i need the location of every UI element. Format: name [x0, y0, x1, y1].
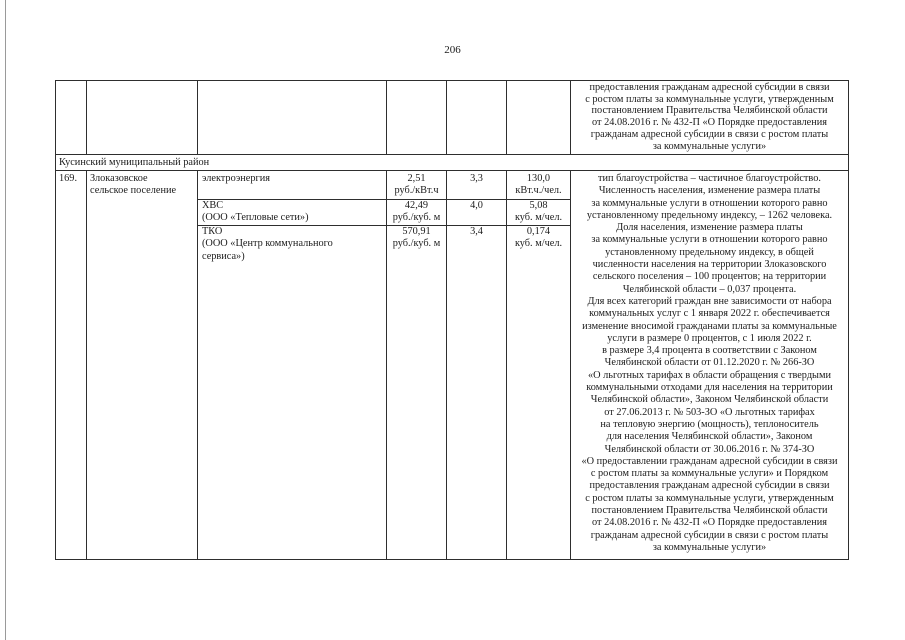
cell-settlement-empty: [87, 81, 198, 155]
service-name-line: сервиса»): [202, 250, 245, 262]
tariff-table: [55, 80, 849, 560]
description-line: установленному предельному индексу, – 1262 человека.: [586, 209, 833, 221]
tariff-unit: руб./куб. м: [392, 238, 441, 250]
description-line: сельского поселения – 100 процентов; на территории: [592, 271, 827, 283]
cell-volume: [507, 226, 571, 560]
description-line: для населения Челябинской области», Законом: [606, 431, 813, 443]
description-line: за коммунальные услуги»: [652, 140, 767, 152]
entry-number: 169.: [59, 173, 78, 184]
tariff-unit: руб./куб. м: [392, 211, 441, 223]
cell-entry-number: [56, 171, 87, 560]
description-line: Для всех категорий граждан вне зависимости от набора: [587, 295, 832, 307]
description-line: предоставления гражданам адресной субсидии в связи: [589, 480, 830, 492]
cell-number-empty: [56, 81, 87, 155]
cell-tariff: [387, 171, 447, 200]
volume-value: 5,08: [529, 200, 548, 211]
cell-index-empty: [447, 81, 507, 155]
description-line: тип благоустройства – частичное благоустройство.: [598, 173, 821, 184]
description-line: с ростом платы за коммунальные услуги, утвержденным: [585, 492, 834, 504]
description-line: за коммунальные услуги»: [652, 541, 767, 553]
cell-settlement: [87, 171, 198, 560]
district-heading: [56, 155, 849, 171]
cell-tariff: [387, 226, 447, 560]
description-line: гражданам адресной субсидии в связи с ростом платы: [590, 128, 829, 140]
tariff-value: 2,51: [407, 173, 426, 184]
description-line: установленному предельному индексу, в общей: [605, 246, 814, 258]
table-row-continuation: [56, 81, 849, 155]
volume-unit: куб. м/чел.: [514, 238, 563, 250]
service-name-line: (ООО «Тепловые сети»): [202, 211, 309, 223]
description-line: Челябинской области», Законом Челябинской области: [590, 394, 829, 406]
cell-volume: [507, 171, 571, 200]
volume-unit: куб. м/чел.: [514, 211, 563, 223]
description-line: изменение вносимой гражданами платы за коммунальные: [582, 320, 837, 332]
description-line: Челябинской области от 30.06.2016 г. № 374-ЗО: [604, 443, 815, 455]
description-line: от 27.06.2013 г. № 503-ЗО «О льготных тарифах: [604, 406, 815, 418]
index-value: 3,4: [470, 226, 483, 237]
settlement-name-line: Злоказовское: [90, 173, 148, 184]
description-line: постановлением Правительства Челябинской области: [591, 505, 828, 517]
settlement-name-line: сельское поселение: [90, 184, 177, 196]
description-line: гражданам адресной субсидии в связи с ростом платы: [590, 529, 829, 541]
cell-service-name: [198, 200, 387, 226]
cell-index: [447, 226, 507, 560]
description-line: в размере 3,4 процента в соответствии с Законом: [602, 345, 817, 357]
table-row-district: [56, 155, 849, 171]
description-line: коммунальных услуг с 1 января 2022 г. обеспечивается: [589, 308, 830, 320]
scan-edge-line: [5, 0, 6, 640]
volume-unit: кВт.ч./чел.: [515, 184, 562, 196]
cell-tariff: [387, 200, 447, 226]
index-value: 3,3: [470, 173, 483, 184]
description-line: «О предоставлении гражданам адресной субсидии в связи: [581, 455, 838, 467]
description-line: за коммунальные услуги в отношении которого равно: [591, 234, 828, 246]
cell-volume: [507, 200, 571, 226]
table-row-service-electricity: [56, 171, 849, 200]
description-line: на тепловую энергию (мощность), теплоноситель: [600, 418, 819, 430]
tariff-unit: руб./кВт.ч: [394, 184, 439, 196]
description-line: за коммунальные услуги в отношении которого равно: [591, 197, 828, 209]
description-line: от 24.08.2016 г. № 432-П «О Порядке предоставления: [592, 517, 827, 529]
cell-description-continuation: [571, 81, 849, 155]
cell-index: [447, 200, 507, 226]
index-value: 4,0: [470, 200, 483, 211]
description-line: Челябинской области – 0,037 процента.: [622, 283, 797, 295]
service-name-line: (ООО «Центр коммунального: [202, 238, 333, 250]
description-line: Численность населения, изменение размера платы: [598, 185, 821, 197]
volume-value: 0,174: [526, 226, 551, 237]
description-line: постановлением Правительства Челябинской области: [591, 105, 828, 117]
cell-service-name: [198, 171, 387, 200]
cell-description: [571, 171, 849, 560]
cell-index: [447, 171, 507, 200]
tariff-value: 42,49: [404, 200, 429, 211]
page-number: 206: [444, 44, 461, 56]
description-line: численности населения на территории Злоказовского: [592, 259, 827, 271]
description-line: Челябинской области от 01.12.2020 г. № 266-ЗО: [604, 357, 815, 369]
description-line: предоставления гражданам адресной субсидии в связи: [589, 82, 830, 93]
description-line: коммунальными отходами для населения на территории: [586, 382, 833, 394]
description-line: с ростом платы за коммунальные услуги» и Порядком: [590, 468, 829, 480]
description-line: с ростом платы за коммунальные услуги, утвержденным: [585, 93, 834, 105]
cell-service-name: [198, 226, 387, 560]
cell-service-empty: [198, 81, 387, 155]
volume-value: 130,0: [526, 173, 551, 184]
service-name-line: ТКО: [202, 226, 223, 237]
service-name-line: ХВС: [202, 200, 224, 211]
description-line: услуги в размере 0 процентов, с 1 июля 2022 г.: [607, 332, 812, 344]
cell-tariff-empty: [387, 81, 447, 155]
cell-volume-empty: [507, 81, 571, 155]
district-name: Кусинский муниципальный район: [59, 157, 210, 168]
description-line: «О льготных тарифах в области обращения с твердыми: [587, 369, 832, 381]
description-line: Доля населения, изменение размера платы: [616, 222, 803, 234]
description-line: от 24.08.2016 г. № 432-П «О Порядке предоставления: [592, 117, 827, 129]
tariff-value: 570,91: [402, 226, 431, 237]
service-name-line: электроэнергия: [202, 173, 270, 184]
